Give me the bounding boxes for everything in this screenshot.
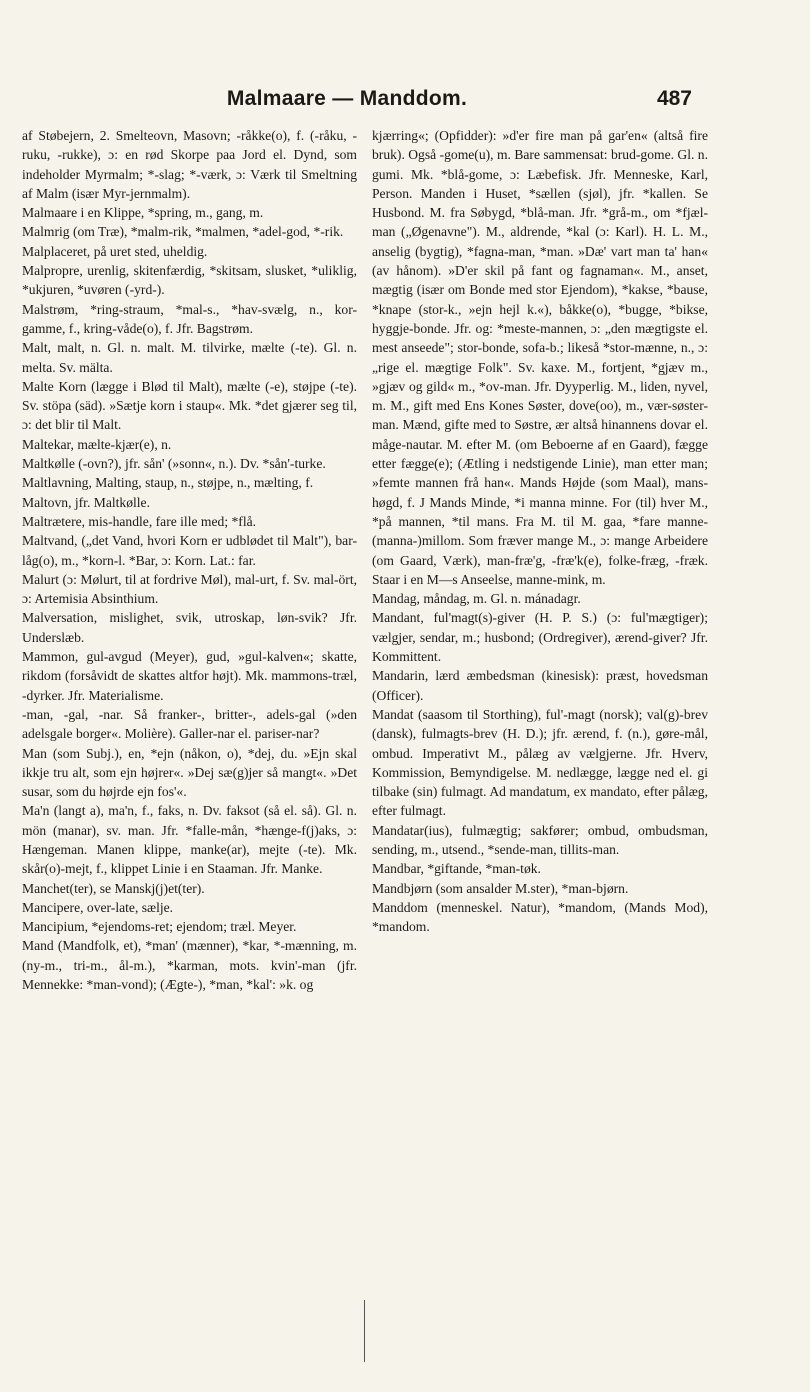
- entry: Mancipium, *ejendoms-ret; ejendom; træl. Meyer.: [22, 919, 297, 935]
- entry: Malurt (ɔ: Mølurt, til at fordrive Møl), mal-urt, f. Sv. mal-ört, ɔ: Artemisia Absinthium.: [22, 571, 357, 607]
- entry: Mandarin, lærd æmbedsman (kinesisk): præst, hovedsman (Officer).: [372, 668, 708, 703]
- entry: Mandant, ful'magt(s)-giver (H. P. S.) (ɔ: ful'mægtiger); vælgjer, sendar, m.; husbond; (Ordregiver), ærend-giver? Jfr. Kommittent.: [372, 610, 708, 665]
- right-column: [372, 126, 708, 1376]
- running-title: Malmaare — Manddom.: [226, 87, 468, 110]
- entry: af Støbejern, 2. Smelteovn, Masovn; -råkke(o), f. (-råku, -ruku, -rukke), ɔ: en rød Skorpe paa Jord el. Dynd, som indeholder Myrmalm; *-slag; *-værk, ɔ: Værk til Smeltning af Malm (især Myr-jernmalm).: [22, 128, 357, 201]
- entry: Mancipere, over-late, sælje.: [22, 899, 174, 915]
- entry: Mandbar, *giftande, *man-tøk.: [372, 861, 541, 877]
- entry: Malpropre, urenlig, skitenfærdig, *skitsam, slusket, *uliklig, *ukjuren, *uvøren (-yrd-).: [22, 263, 357, 298]
- entry: Mandag, måndag, m. Gl. n. mánadagr.: [372, 591, 581, 607]
- entry: Maltkølle (-ovn?), jfr. sån' (»sonn«, n.). Dv. *sån'-turke.: [22, 456, 326, 472]
- entry: Malplaceret, på uret sted, uheldig.: [22, 243, 208, 259]
- entry: Manchet(ter), se Manskj(j)et(ter).: [22, 880, 205, 896]
- entry: Maltekar, mælte-kjær(e), n.: [22, 436, 172, 452]
- entry: Malmrig (om Træ), *malm-rik, *malmen, *adel-god, *-rik.: [22, 224, 344, 240]
- entry: Mand (Mandfolk, et), *man' (mænner), *kar, *-mænning, m. (ny-m., tri-m., ål-m.), *karman, mots. kvin'-man (jfr. Mennekke: *man-vond); (Ægte-), *man, *kal': »k. og: [22, 938, 357, 993]
- entry: Mandbjørn (som ansalder M.ster), *man-bjørn.: [372, 880, 629, 896]
- entry: Man (som Subj.), en, *ejn (nåkon, o), *dej, du. »Ejn skal ikkje tru alt, som ejn højrer«. »Dej sæ(g)jer så mangt«. »Det susar, som du højrde ejn fos'«.: [22, 745, 357, 800]
- entry: Malmaare i en Klippe, *spring, m., gang, m.: [22, 205, 264, 221]
- entry: Ma'n (langt a), ma'n, f., faks, n. Dv. faksot (så el. så). Gl. n. mön (manar), sv. man. Jfr. *falle-mån, *hænge-f(j)aks, ɔ: Hængeman. Manen klippe, manke(ar), mejte (-te). Mk. skår(o)-mejt, f., klippet Linie i en Staaman. Jfr. Manke.: [22, 803, 357, 877]
- entry: Mammon, gul-avgud (Meyer), gud, »gul-kalven«; skatte, rikdom (forsåvidt de skattes altfor højt). Mk. mammons-træl, -dyrker. Jfr. Materialisme.: [22, 649, 357, 703]
- entry: Maltrætere, mis-handle, fare ille med; *flå.: [22, 513, 257, 529]
- entry: Malte Korn (lægge i Blød til Malt), mælte (-e), støjpe (-te). Sv. stöpa (säd). »Sætje korn i staup«. Mk. *det gjærer seg til, ɔ: det blir til Malt.: [22, 378, 357, 433]
- entry: Maltlavning, Malting, staup, n., støjpe, n., mælting, f.: [22, 475, 314, 491]
- entry: Maltovn, jfr. Maltkølle.: [22, 494, 150, 510]
- page-number: 487: [656, 87, 692, 110]
- entry: -man, -gal, -nar. Så franker-, britter-, adels-gal (»den adelsgale borger«. Molière). Galler-nar el. pariser-nar?: [22, 706, 357, 742]
- left-column: [22, 126, 357, 1376]
- entry: Malt, malt, n. Gl. n. malt. M. tilvirke, mælte (-te). Gl. n. melta. Sv. mälta.: [22, 340, 357, 375]
- entry: kjærring«; (Opfidder): »d'er fire man på gar'en« (altså fire bruk). Også -gome(u), m. Bare sammensat: brud-gome. Gl. n. gumi. Mk. *blå-gome, ɔ: Læbefisk. Jfr. Menneske, Karl, Person. Manden i Huset, *sællen (sjøl), jfr. *kallen. Se Husbond. M. fra Søbygd, *blå-man. Jfr. *grå-m., om *fjæl-man („Øgenavne"). M., aldrende, *kal (ɔ: Karl). H. L. M., anselig (bygtig), *fagna-man, *man. »Dæ' vart man ta' han« (av hånom). »D'er skil på fant og fagnaman«. M., anset, mægtig (især om Bonde med stor Ejendom), *kakse, *bause, *knape (stor-k., »ejn hejl k.«), båkke(o), *bugge, *bikse, hyggje-bonde. Jfr. og: *meste-mannen, ɔ: „den mægtigste el. mest anseede"; stor-bonde, sofa-b.; likeså *stor-mænne, n., ɔ: „rige el. mægtige Folk". Sv. kaxe. M., fortjent, *gjæv m., »gjæv og gild« m., *ov-man. Jfr. Dyyperlig. M., liden, nyvel, m. M., gift med Ens Kones Søster, dove(oo), m., vær-søster-man. Mænd, gifte med to Søstre, ær altså hinannens dovar el. måge-nautar. M. efter M. (om Beboerne af en Gaard), fægge etter fægge(e); (Ætling i nedstigende Linie), man etter man; »femte mannen frå han«. Mands Højde (som Maal), mans-høgd, f. J Mands Minde, *i manna minne. For (til) hver M., *på mannen, *til mans. Fra M. til M. gaa, *fare manne- (manna-)millom. Som fræver mange M., ɔ: mange Arbeidere (om Gaard, Værk), man-fræ'g, -fræ'k(e), folke-fræg, -fræk. Staar i en M—s Anseelse, manne-mink, m.: [372, 128, 708, 587]
- entry: Maltvand, („det Vand, hvori Korn er udblødet til Malt"), bar-låg(o), m., *korn-l. *Bar, ɔ: Korn. Lat.: far.: [22, 533, 357, 568]
- entry: Manddom (menneskel. Natur), *mandom, (Mands Mod), *mandom.: [372, 899, 708, 935]
- entry: Mandat (saasom til Storthing), ful'-magt (norsk); val(g)-brev (dansk), fulmagts-brev (H. D.); jfr. ærend, f. (n.), gøre-mål, ombud. Imperativt M., pålæg av vælgjerne. Jfr. Hverv, Kommission, Bemyndigelse. M. nedlægge, lægge ned el. gi tilbake (sin) fulmagt. Ad mandatum, ex mandato, efter pålæg, efter fulmagt.: [372, 706, 708, 819]
- entry: Mandatar(ius), fulmægtig; sakfører; ombud, ombudsman, sending, m., utsend., *sende-man, tillits-man.: [372, 822, 708, 857]
- entry: Malversation, mislighet, svik, utroskap, løn-svik? Jfr. Underslæb.: [22, 610, 357, 645]
- entry: Malstrøm, *ring-straum, *mal-s., *hav-svælg, n., kor-gamme, f., kring-våde(o), f. Jfr. Bagstrøm.: [22, 301, 357, 336]
- column-rule: [364, 1300, 365, 1362]
